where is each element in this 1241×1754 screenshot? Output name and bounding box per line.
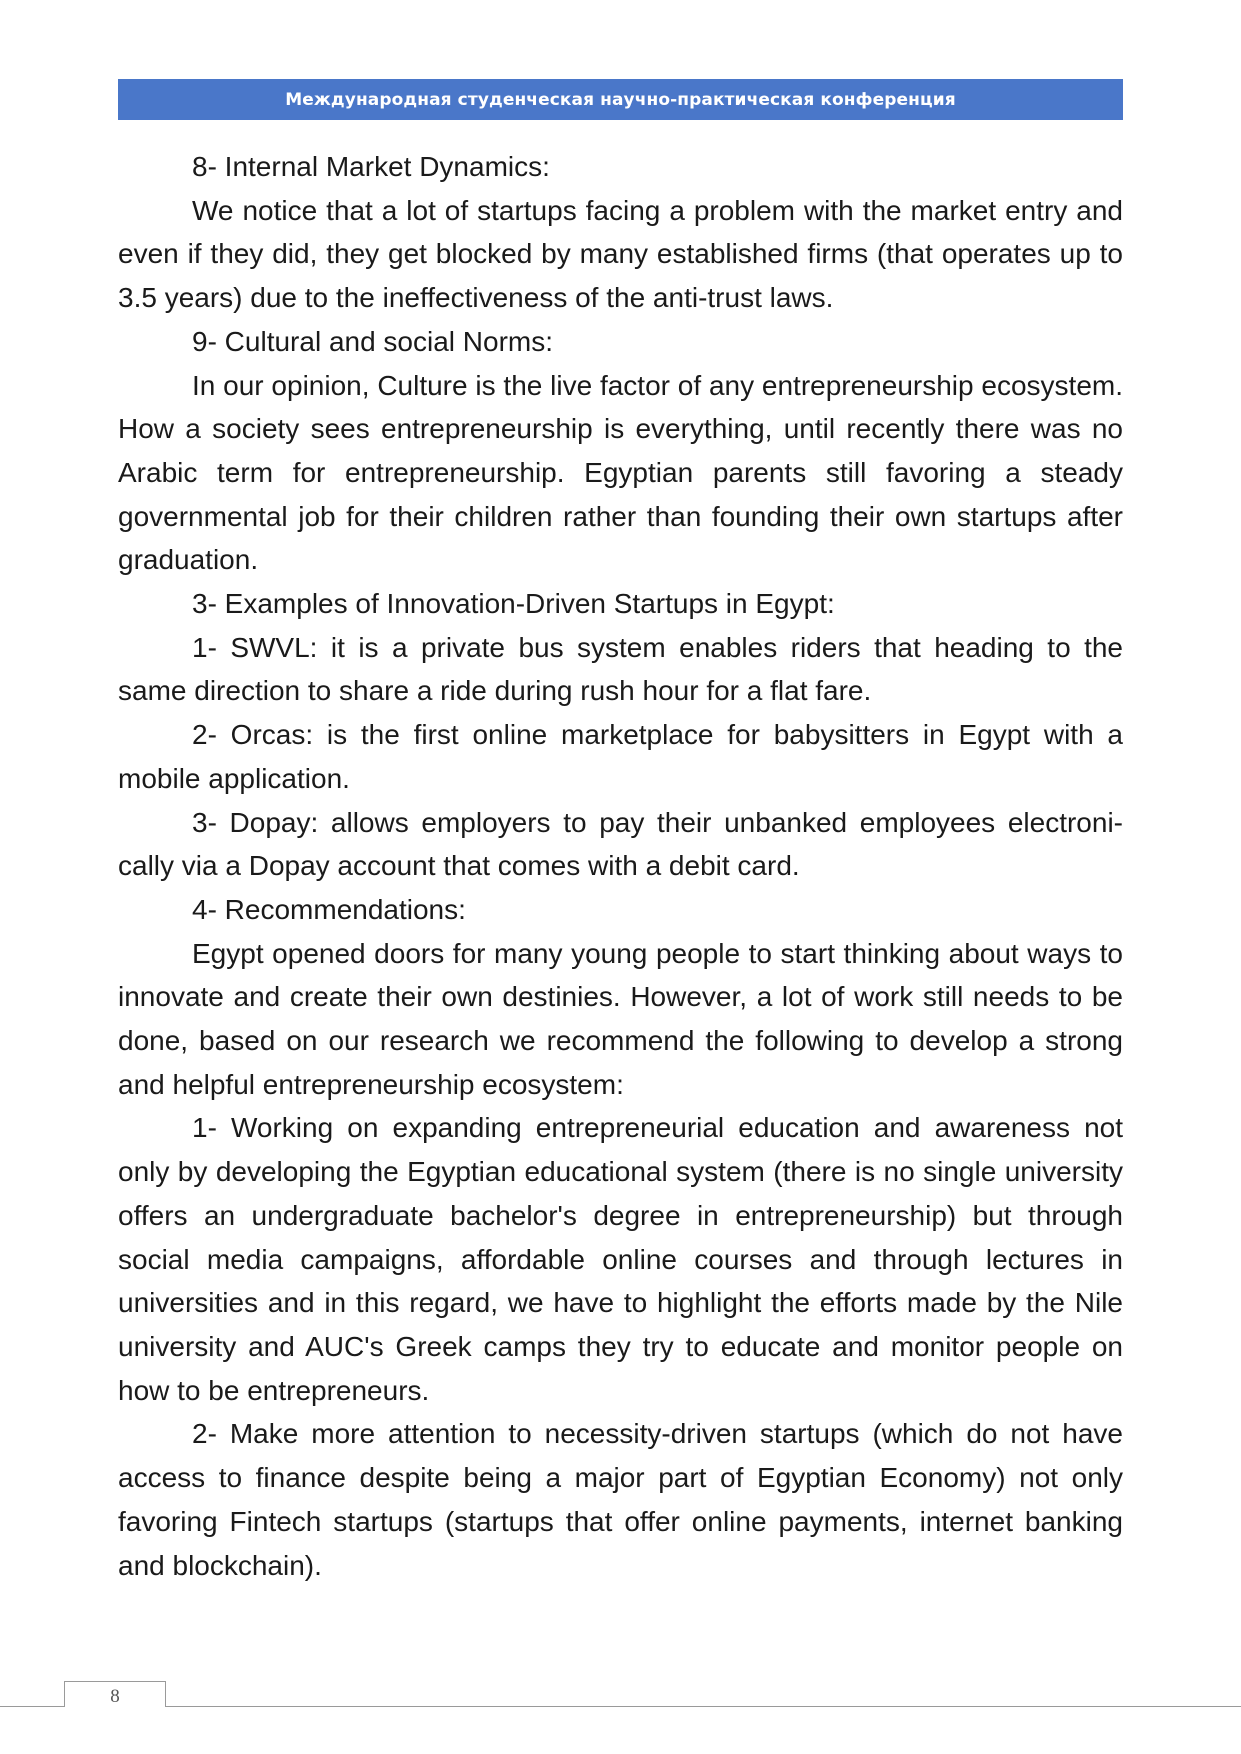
footer-rule (0, 1706, 1241, 1707)
paragraph-orcas: 2- Orcas: is the first online marketplace for babysitters in Egypt with a mobile application. (118, 719, 1123, 794)
conference-title: Международная студенческая научно-практическая конференция (285, 89, 956, 110)
conference-header-bar (118, 79, 1123, 120)
heading-cultural-social-norms: 9- Cultural and social Norms: (192, 325, 554, 357)
paragraph-dopay: 3- Dopay: allows employers to pay their unbanked employees electronically via a Dopay account that comes with a debit card. (118, 806, 1123, 882)
paragraph-culture: In our opinion, Culture is the live factor of any entrepreneurship ecosystem. How a society sees entrepreneurship is everything, until recently there was no Arabic term for entrepreneurship. Egyptian parents still favoring a steady governmental job for their children rather than founding their own startups after graduation. (118, 369, 1123, 576)
heading-internal-market-dynamics: 8- Internal Market Dynamics: (192, 151, 550, 182)
paragraph-recommendation-1: 1- Working on expanding entrepreneurial education and awareness not only by developing the Egyptian educational system (there is no single university offers an undergraduate bachelor's degree in entrepreneurship) but through social media campaigns, affordable online courses and through lectures in universities and in this regard, we have to highlight the efforts made by the Nile university and AUC's Greek camps they try to educate and monitor people on how to be entrepreneurs. (118, 1112, 1123, 1406)
paragraph-swvl: 1- SWVL: it is a private bus system enables riders that heading to the same direction to share a ride during rush hour for a flat fare. (118, 631, 1123, 707)
heading-examples-startups: 3- Examples of Innovation-Driven Startups in Egypt: (192, 588, 835, 620)
paragraph-egypt-opened-doors: Egypt opened doors for many young people to start thinking about ways to innovate and create their own destinies. However, a lot of work still needs to be done, based on our research we recommend the following to develop a strong and helpful entrepreneurship ecosystem: (118, 937, 1123, 1100)
paragraph-market-entry: We notice that a lot of startups facing a problem with the market entry and even if they did, they get blocked by many established firms (that operates up to 3.5 years) due to the ineffectiveness of the anti-trust laws. (118, 194, 1123, 314)
page-number: 8 (110, 1686, 120, 1707)
paragraph-recommendation-2: 2- Make more attention to necessity-driven startups (which do not have access to finance despite being a major part of Egyptian Economy) not only favoring Fintech startups (startups that offer online payments, internet banking and blockchain). (118, 1418, 1123, 1581)
document-body (118, 145, 1123, 1587)
page-number-tab (64, 1681, 166, 1707)
heading-recommendations: 4- Recommendations: (192, 893, 466, 925)
